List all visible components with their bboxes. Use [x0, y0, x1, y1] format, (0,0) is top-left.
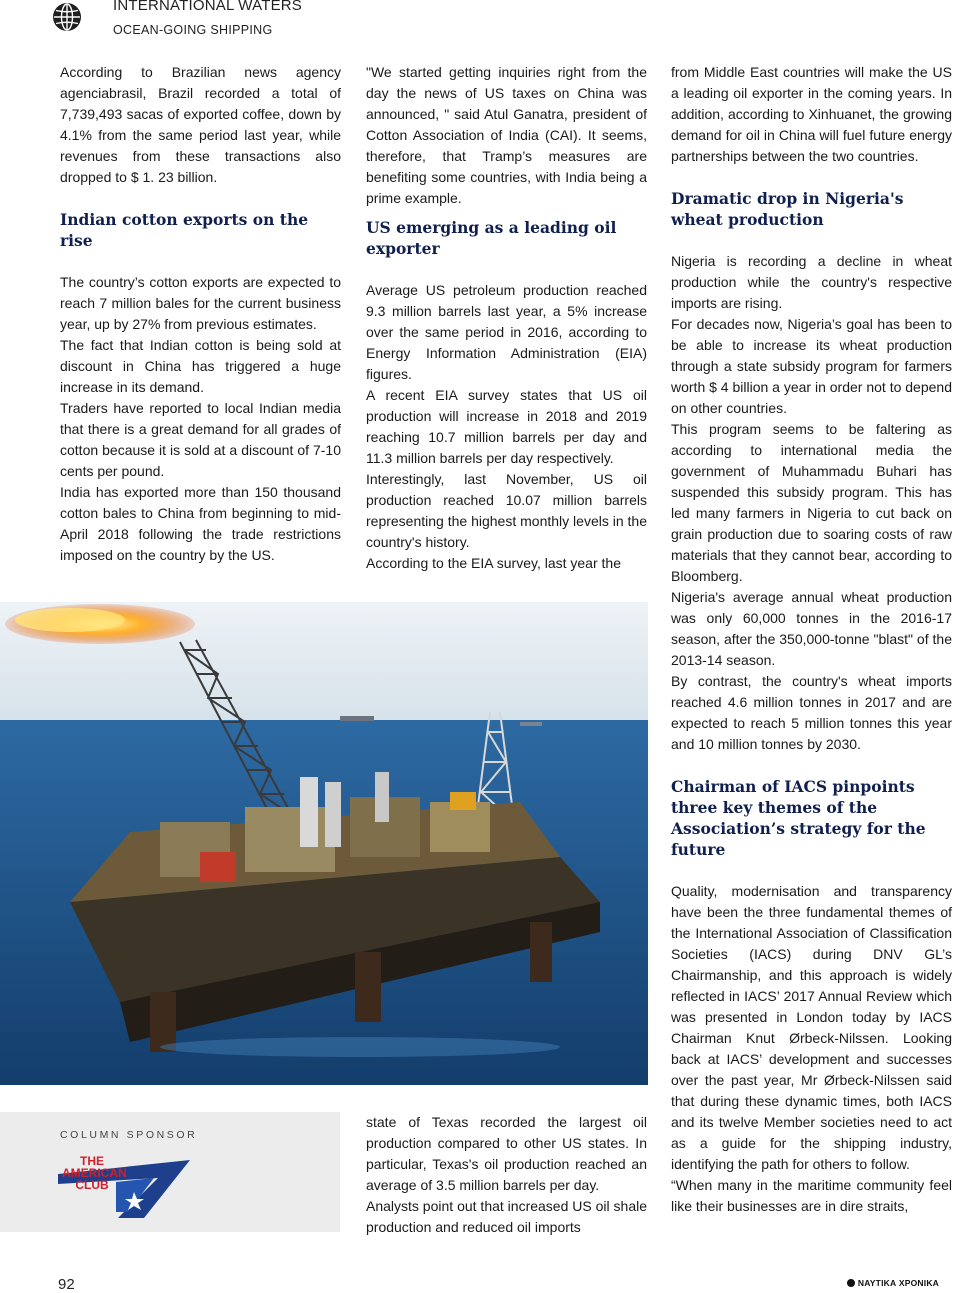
page-number: 92 — [58, 1276, 75, 1293]
paragraph: For decades now, Nigeria’s goal has been to be able to increase its wheat production through a state subsidy program for farmers worth $ 4 billion a year in order not to depend on other countries. — [671, 316, 952, 416]
oil-continued-paragraph: from Middle East countries will make the US a leading oil exporter in the coming years. In addition, according to Xinhuanet, the growing demand for oil in China will fuel future energy partnerships between the two countries. — [671, 64, 952, 164]
paragraph: Nigeria's average annual wheat production was only 60,000 tonnes in the 2016-17 season, after the 350,000-tonne "blast" of the 2013-14 season. — [671, 589, 952, 668]
column-2-continued — [366, 1112, 647, 1238]
sponsor-label: COLUMN SPONSOR — [60, 1129, 198, 1141]
logo-wordmark: THE AMERICAN CLUB — [62, 1154, 127, 1192]
paragraph: The country’s cotton exports are expected to reach 7 million bales for the current business year, up by 27% from previous estimates. — [60, 274, 341, 332]
paragraph: Nigeria is recording a decline in wheat production while the country's respective imports are rising. — [671, 253, 952, 311]
paragraph: According to the EIA survey, last year the — [366, 555, 621, 571]
column-sponsor-box — [0, 1112, 340, 1232]
paragraph: Traders have reported to local Indian media that there is a great demand for all grades of cotton because it is sold at a discount of 7-10 cents per pound. — [60, 400, 341, 479]
coffee-paragraph: According to Brazilian news agency agenciabrasil, Brazil recorded a total of 7,739,493 sacas of exported coffee, down by 4.1% from the same period last year, while revenues from these transactions also dropped to $ 1. 23 billion. — [60, 64, 341, 185]
paragraph: By contrast, the country's wheat imports reached 4.6 million tonnes in 2017 and are expected to reach 5 million tonnes this year and 10 million tonnes by 2030. — [671, 673, 952, 752]
section-title: INTERNATIONAL WATERS — [113, 0, 303, 14]
brand-logo-icon — [847, 1279, 855, 1287]
paragraph: This program seems to be faltering as according to international media the government of Muhammadu Buhari has suspended this subsidy program. This has led many farmers in Nigeria to cut back on grain production due to soaring costs of raw materials that they cannot bear, according to Bloomberg. — [671, 421, 952, 584]
section-subtitle: OCEAN-GOING SHIPPING — [113, 23, 273, 37]
column-1 — [60, 62, 341, 566]
oil-heading: US emerging as a leading oil exporter — [366, 218, 617, 258]
cotton-heading: Indian cotton exports on the rise — [60, 210, 309, 250]
paragraph: Quality, modernisation and transparency have been the three fundamental themes of the International Association of Classification Societies (IACS) during DNV GL’s Chairmanship, and this approach is widely reflected in IACS’ 2017 Annual Review which was presented in London today by IACS Chairman Knut Ørbeck-Nilssen. Looking back at IACS’ development and successes over the past year, Mr Ørbeck-Nilssen said that during these dynamic times, both IACS and its twelve Member societies need to act as a guide for the shipping industry, identifying the path for others to follow. — [671, 883, 952, 1172]
oil-platform-photo — [0, 602, 648, 1085]
cotton-quote: "We started getting inquiries right from the day the news of US taxes on China was announced, " said Atul Ganatra, president of Cotton Association of India (CAI). It seems, therefore, that Tramp’s measures are benefiting some countries, with India being a prime example. — [366, 64, 647, 206]
nigeria-heading: Dramatic drop in Nigeria's wheat production — [671, 189, 904, 229]
column-2 — [366, 62, 647, 574]
paragraph: Analysts point out that increased US oil shale production and reduced oil imports — [366, 1198, 647, 1235]
paragraph: Average US petroleum production reached 9.3 million barrels last year, a 5% increase over the same period in 2016, according to Energy Information Administration (EIA) figures. — [366, 282, 647, 382]
paragraph: A recent EIA survey states that US oil production will increase in 2018 and 2019 reaching 10.7 million barrels per day and 11.3 million barrels per day respectively. — [366, 387, 647, 466]
globe-icon — [52, 2, 82, 32]
column-3 — [671, 62, 952, 1217]
magazine-brand: ΝΑΥΤΙΚΑ ΧΡΟΝΙΚΑ — [847, 1278, 939, 1288]
paragraph: Interestingly, last November, US oil production reached 10.07 million barrels representing the highest monthly levels in the country's history. — [366, 471, 647, 550]
paragraph: state of Texas recorded the largest oil production compared to other US states. In particular, Texas's oil production reached an average of 3.5 million barrels per day. — [366, 1114, 647, 1193]
paragraph: The fact that Indian cotton is being sold at discount in China has triggered a huge increase in its demand. — [60, 337, 341, 395]
paragraph: India has exported more than 150 thousand cotton bales to China from beginning to mid-April 2018 following the trade restrictions imposed on the country by the US. — [60, 484, 341, 563]
iacs-heading: Chairman of IACS pinpoints three key themes of the Association’s strategy for the future — [671, 777, 926, 859]
paragraph: “When many in the maritime community feel like their businesses are in dire straits, — [671, 1177, 952, 1214]
